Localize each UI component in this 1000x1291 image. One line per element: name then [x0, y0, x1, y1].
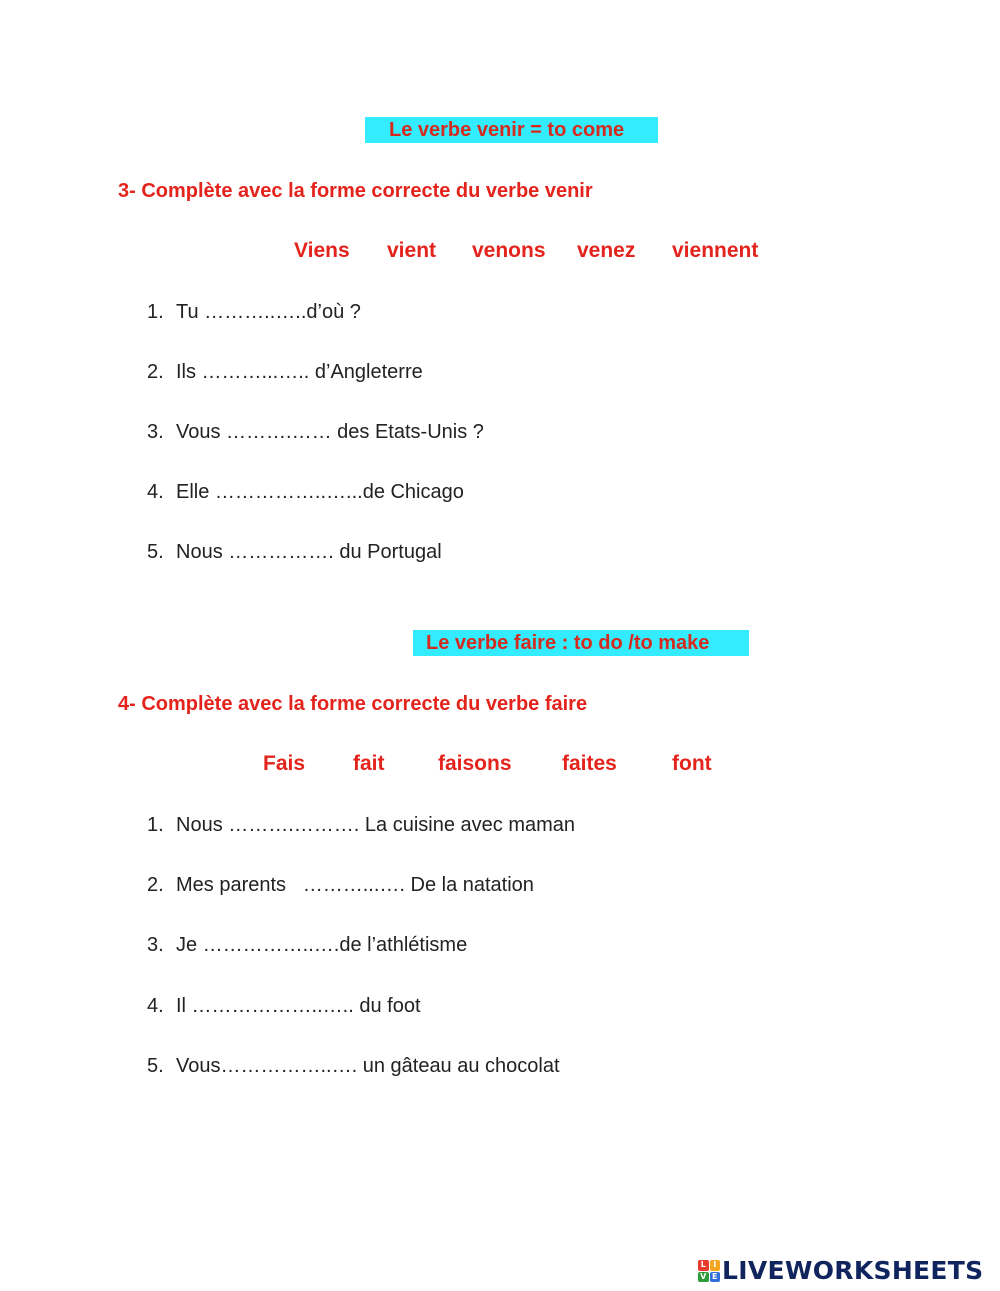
exercise-item	[147, 933, 467, 957]
brand-name: LIVEWORKSHEETS	[722, 1256, 984, 1285]
instruction-venir: 3- Complète avec la forme correcte du verbe venir	[118, 180, 593, 202]
word-bank-item: fait	[353, 752, 385, 775]
instruction-faire: 4- Complète avec la forme correcte du verbe faire	[118, 693, 588, 715]
liveworksheets-logo	[698, 1258, 983, 1284]
word-bank-item: vient	[387, 239, 437, 262]
exercise-item	[147, 994, 421, 1018]
exercise-text: Ils ………...….. d’Angleterre	[176, 361, 423, 383]
word-bank-item: faites	[562, 752, 617, 775]
word-bank-item: viennent	[672, 239, 759, 262]
logo-square: E	[710, 1272, 721, 1283]
exercise-text: Vous……………..…. un gâteau au chocolat	[176, 1055, 560, 1077]
exercise-item	[147, 300, 361, 324]
word-bank-item: venons	[472, 239, 546, 262]
exercise-number: 3.	[147, 934, 164, 956]
logo-square: V	[698, 1272, 709, 1283]
exercise-number: 4.	[147, 481, 164, 503]
exercise-text: Tu ………..…..d’où ?	[176, 301, 361, 323]
exercise-number: 2.	[147, 361, 164, 383]
exercise-text: Il ………………..….. du foot	[176, 995, 421, 1017]
section-title-venir: Le verbe venir = to come	[365, 117, 658, 143]
exercise-text: Nous ……………. du Portugal	[176, 541, 442, 563]
exercise-number: 4.	[147, 995, 164, 1017]
exercise-number: 1.	[147, 814, 164, 836]
exercise-number: 5.	[147, 1055, 164, 1077]
exercise-item	[147, 540, 442, 564]
word-bank-item: faisons	[438, 752, 512, 775]
exercise-item	[147, 420, 484, 444]
exercise-item	[147, 360, 423, 384]
logo-square: L	[698, 1260, 709, 1271]
exercise-item	[147, 1054, 560, 1078]
logo-mark-icon	[698, 1260, 720, 1282]
exercise-item	[147, 480, 464, 504]
exercise-number: 2.	[147, 874, 164, 896]
exercise-text: Nous ……….………. La cuisine avec maman	[176, 814, 576, 836]
exercise-text: Vous ……….…… des Etats-Unis ?	[176, 421, 484, 443]
word-bank-item: Viens	[294, 239, 350, 262]
exercise-number: 3.	[147, 421, 164, 443]
exercise-item	[147, 873, 534, 897]
exercise-text: Mes parents ………...…. De la natation	[176, 874, 534, 896]
logo-square: I	[710, 1260, 721, 1271]
exercise-item	[147, 813, 575, 837]
word-bank-item: venez	[577, 239, 636, 262]
exercise-text: Je ……………..….de l’athlétisme	[176, 934, 468, 956]
word-bank-item: Fais	[263, 752, 306, 775]
exercise-number: 1.	[147, 301, 164, 323]
section-title-faire: Le verbe faire : to do /to make	[413, 630, 749, 656]
word-bank-item: font	[672, 752, 712, 775]
exercise-text: Elle ……………..…...de Chicago	[176, 481, 464, 503]
exercise-number: 5.	[147, 541, 164, 563]
